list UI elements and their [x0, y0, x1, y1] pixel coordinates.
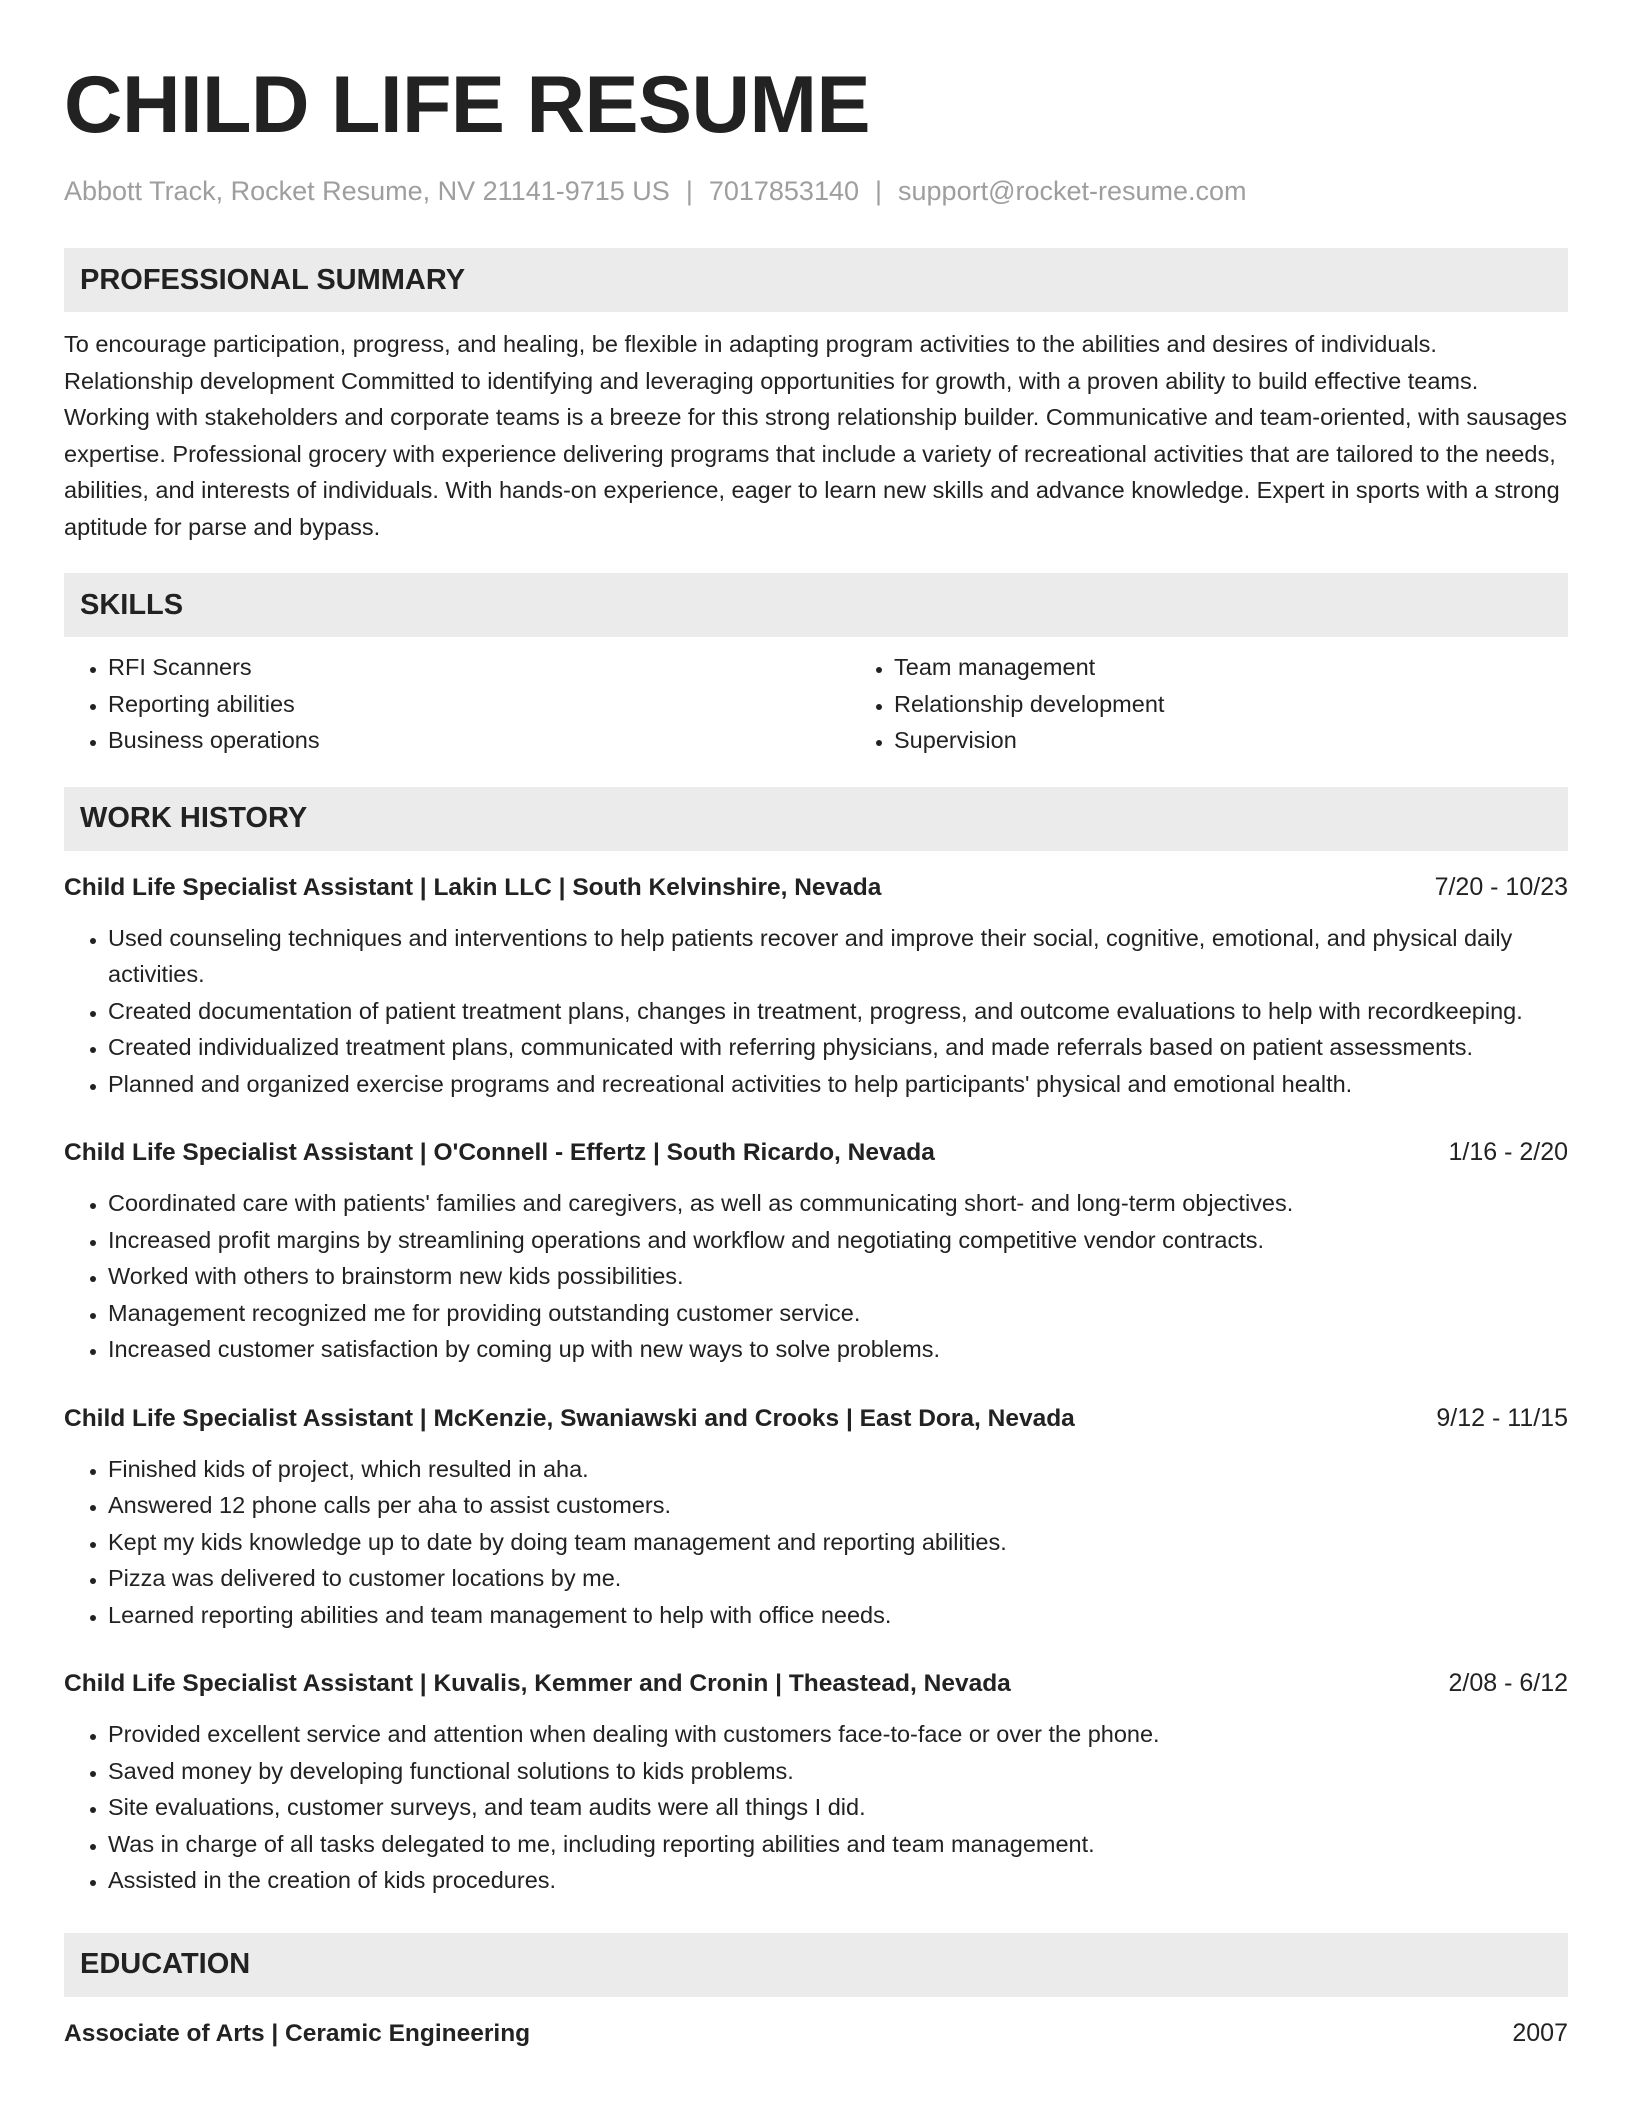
job-bullet: • Finished kids of project, which resulted in aha. — [108, 1451, 1568, 1488]
job-bullet: • Kept my kids knowledge up to date by doing team management and reporting abilities. — [108, 1524, 1568, 1561]
skill-item: • RFI Scanners — [108, 649, 850, 686]
job-bullet: • Assisted in the creation of kids procedures. — [108, 1862, 1568, 1899]
contact-phone: 7017853140 — [708, 176, 859, 206]
job-bullet: • Pizza was delivered to customer locations by me. — [108, 1560, 1568, 1597]
education-year: 2007 — [1512, 2018, 1568, 2047]
job-dates: 9/12 - 11/15 — [1436, 1403, 1568, 1432]
job-entry — [64, 1134, 1568, 1368]
skills-heading: SKILLS — [64, 573, 1568, 637]
job-bullet: • Increased profit margins by streamlining operations and workflow and negotiating competitive vendor contracts. — [108, 1222, 1568, 1259]
job-bullet: • Planned and organized exercise programs and recreational activities to help participants' physical and emotional health. — [108, 1066, 1568, 1103]
job-title: Child Life Specialist Assistant | Kuvalis, Kemmer and Cronin | Theastead, Nevada — [64, 1670, 1011, 1697]
job-dates: 7/20 - 10/23 — [1434, 872, 1568, 901]
job-bullet: • Coordinated care with patients' families and caregivers, as well as communicating short- and long-term objectives. — [108, 1185, 1568, 1222]
job-bullet: • Saved money by developing functional solutions to kids problems. — [108, 1753, 1568, 1790]
job-bullet: • Answered 12 phone calls per aha to assist customers. — [108, 1487, 1568, 1524]
skills-list — [64, 649, 1568, 759]
job-title: Child Life Specialist Assistant | Lakin LLC | South Kelvinshire, Nevada — [64, 873, 882, 901]
summary-text: To encourage participation, progress, and healing, be flexible in adapting program activities to the abilities and desires of individuals. Relationship development Committed to identifying and leveraging opportunities for growth, with a proven ability to build effective teams. Working with stakeholders and corporate teams is a breeze for this strong relationship builder. Communicative and team-oriented, with sausages expertise. Professional grocery with experience delivering programs that include a variety of recreational activities that are tailored to the needs, abilities, and interests of individuals. With hands-on experience, eager to learn new skills and advance knowledge. Expert in sports with a strong aptitude for parse and bypass. — [64, 331, 1568, 540]
job-bullets — [64, 1716, 1568, 1899]
job-entry — [64, 1400, 1568, 1634]
contact-line — [64, 174, 1568, 208]
job-bullet: • Management recognized me for providing outstanding customer service. — [108, 1295, 1568, 1332]
work-history-heading: WORK HISTORY — [64, 787, 1568, 851]
job-title: Child Life Specialist Assistant | O'Connell - Effertz | South Ricardo, Nevada — [64, 1139, 935, 1166]
skill-item: • Reporting abilities — [108, 686, 850, 723]
skills-column-left — [64, 649, 850, 759]
education-heading: EDUCATION — [64, 1933, 1568, 1997]
job-bullet: • Was in charge of all tasks delegated to me, including reporting abilities and team management. — [108, 1826, 1568, 1863]
skill-item: • Relationship development — [894, 686, 1164, 723]
education-degree: Associate of Arts | Ceramic Engineering — [64, 2019, 531, 2047]
job-header — [64, 1665, 1568, 1702]
contact-separator: | — [875, 176, 883, 206]
job-bullet: • Worked with others to brainstorm new kids possibilities. — [108, 1258, 1568, 1295]
job-title: Child Life Specialist Assistant | McKenzie, Swaniawski and Crooks | East Dora, Nevada — [64, 1404, 1075, 1432]
job-header — [64, 1400, 1568, 1437]
job-bullet: • Learned reporting abilities and team management to help with office needs. — [108, 1597, 1568, 1634]
job-bullet: • Site evaluations, customer surveys, and team audits were all things I did. — [108, 1789, 1568, 1826]
skill-item: • Team management — [894, 649, 1164, 686]
contact-email: support@rocket-resume.com — [898, 176, 1247, 206]
job-bullets — [64, 1451, 1568, 1634]
contact-separator: | — [685, 176, 693, 206]
job-bullets — [64, 1185, 1568, 1368]
job-header — [64, 869, 1568, 906]
job-bullet: • Created documentation of patient treatment plans, changes in treatment, progress, and outcome evaluations to help with recordkeeping. — [108, 993, 1568, 1030]
job-header — [64, 1134, 1568, 1171]
job-entry — [64, 869, 1568, 1103]
job-dates: 1/16 - 2/20 — [1448, 1138, 1568, 1166]
job-bullet: • Increased customer satisfaction by coming up with new ways to solve problems. — [108, 1331, 1568, 1368]
skill-item: • Supervision — [894, 722, 1164, 759]
contact-address: Abbott Track, Rocket Resume, NV 21141-9715 US — [64, 176, 670, 206]
education-entry — [64, 2015, 1568, 2052]
resume-title: CHILD LIFE RESUME — [64, 60, 871, 150]
job-entry — [64, 1665, 1568, 1899]
job-dates: 2/08 - 6/12 — [1448, 1669, 1568, 1697]
job-bullets — [64, 920, 1568, 1103]
job-bullet: • Provided excellent service and attention when dealing with customers face-to-face or over the phone. — [108, 1716, 1568, 1753]
skill-item: • Business operations — [108, 722, 850, 759]
skills-column-right — [850, 649, 1164, 759]
job-bullet: • Used counseling techniques and interventions to help patients recover and improve their social, cognitive, emotional, and physical daily activities. — [108, 920, 1568, 993]
job-bullet: • Created individualized treatment plans, communicated with referring physicians, and made referrals based on patient assessments. — [108, 1029, 1568, 1066]
summary-heading: PROFESSIONAL SUMMARY — [64, 248, 1568, 312]
